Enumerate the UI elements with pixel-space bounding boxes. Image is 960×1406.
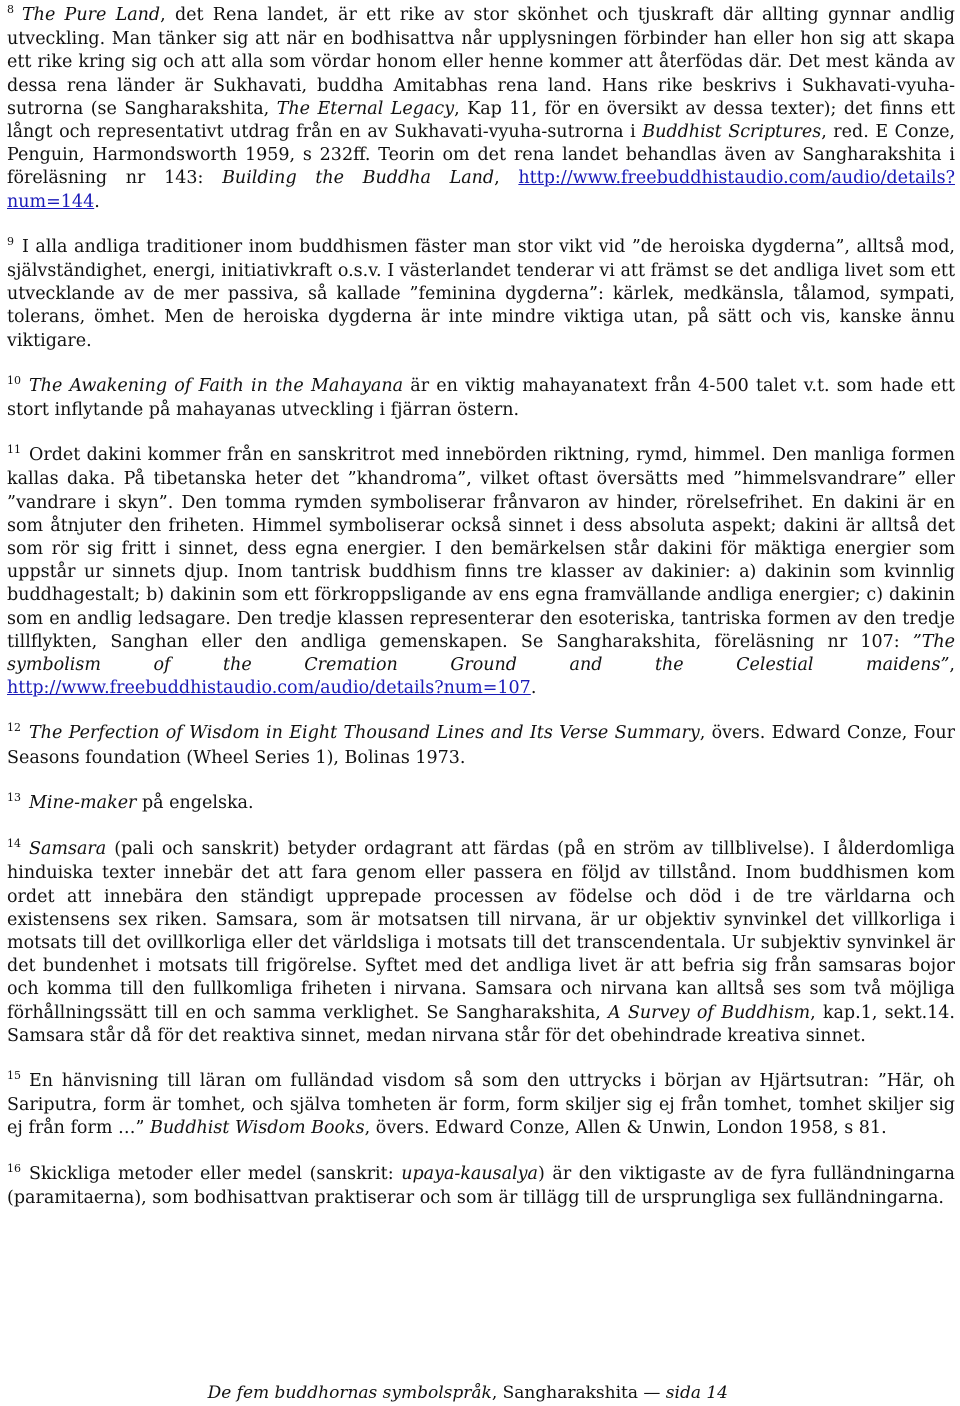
- footnote-text: I alla andliga traditioner inom buddhismen fäster man stor vikt vid ”de heroiska dygderna”, alltså mod, självständighet, energi, initiativkraft o.s.v. I västerlandet tenderar vi att främst se det andliga livet som ett utvecklande av de mer passiva, så kallade ”feminina dygderna”: kärlek, medkänsla, tålamod, sympati, tolerans, ömhet. Men de heroiska dygderna är inte mindre viktiga utan, på sätt och vis, kanske ännu viktigare.: [7, 236, 955, 351]
- footnote-title-text: Building the Buddha Land: [222, 168, 495, 189]
- footnote-text: Ordet dakini kommer från en sanskritrot med innebörden riktning, rymd, himmel. Den manliga formen kallas daka. På tibetanska heter det ”khandroma”, vilket oftast översätts med ”himmelsvandrare” eller ”vandrare i skyn”. Den tomma rymden symboliserar frånvaron av hinder, rörelsefrihet. En dakini är en som åtnjuter den friheten. Himmel symboliserar också sinnet i dess absoluta aspekt; dakini är alltså det som rör sig fritt i sinnet, dess egna energier. I den bemärkelsen står dakini för mäktiga energier som uppstår ur sinnets djup. Inom tantrisk buddhism finns tre klasser av dakinier: a) dakinin som kvinnlig buddhagestalt; b) dakinin som ett förkroppsligande av ens egna framvällande andliga energier; c) dakinin som en andlig ledsagare. Den tredje klassen representerar den esoteriska, tantriska formen av den tredje tillflykten, Sanghan eller den andliga gemenskapen. Se Sangharakshita, föreläsning nr 107:: [7, 445, 955, 652]
- footnote-10: [7, 375, 955, 422]
- footnote-number: 8: [7, 3, 14, 16]
- footnote-link[interactable]: http://www.freebuddhistaudio.com/audio/details?num=107: [7, 678, 531, 699]
- footnote-8: [7, 4, 955, 214]
- footnote-title-text: The Awakening of Faith in the Mahayana: [29, 375, 404, 396]
- footnote-title-text: The Pure Land: [22, 5, 161, 25]
- footnote-text: (pali och sanskrit) betyder ordagrant att färdas (på en ström av tillblivelse). I ålderdomliga hinduiska texter innebär det att fara genom eller passera en följd av tillstånd. Inom buddhismen kom ordet att innebära den ständigt upprepade processen av födelse och död i de tre världarna och existensens sex riken. Samsara, som är motsatsen till nirvana, är ur objektiv synvinkel det villkorliga i motsats till det ovillkorliga eller det världsliga i motsats till det transcendentala. Ur subjektiv synvinkel är det bundenhet i motsats till frigörelse. Syftet med det andliga livet är att befria sig från samsaras bojor och komma till den fullkomliga friheten i nirvana. Samsara och nirvana kan alltså ses som två möjliga förhållningssätt till en och samma verklighet. Se Sangharakshita,: [7, 839, 955, 1023]
- footnote-title-text: Buddhist Wisdom Books: [150, 1118, 365, 1139]
- footnote-text: En hänvisning till läran om fulländad visdom så som den uttrycks i början av Hjärtsutran: ”Här, oh Sariputra, form är tomhet, och själva tomheten är form, form skiljer sig ej från tomhet, tomhet skiljer sig ej från form …”: [7, 1070, 955, 1139]
- footnote-text: .: [94, 191, 100, 212]
- footnote-9: [7, 236, 955, 353]
- footnote-number: 9: [7, 234, 14, 248]
- footnote-text: , kap.1, sekt.14. Samsara står då för det reaktiva sinnet, medan nirvana står för det obehindrade kreativa sinnet.: [7, 1002, 955, 1046]
- footnote-15: [7, 1070, 955, 1141]
- footnote-title-text: Mine-maker: [29, 792, 137, 813]
- footnote-11: [7, 444, 955, 700]
- footnote-text: är en viktig mahayanatext från 4-500 talet v.t. som hade ett stort inflytande på mahayanas utveckling i fjärran östern.: [7, 375, 956, 421]
- footnote-title-text: ”The symbolism of the Cremation Ground and the Celestial maidens”: [7, 631, 955, 676]
- footnote-16: [7, 1163, 955, 1210]
- footnote-number: 12: [7, 721, 21, 735]
- footnote-text: , Kap 11, för en översikt av dessa texter); det finns ett långt och representativt utdrag från en av Sukhavati-vyuha-sutrorna i: [7, 98, 955, 143]
- footnote-title-text: The Eternal Legacy: [276, 98, 455, 119]
- footnote-number: 14: [7, 837, 21, 851]
- footnote-number: 13: [7, 790, 21, 804]
- footnote-text: , red. E Conze, Penguin, Harmondsworth 1959, s 232ff. Teorin om det rena landet behandlas även av Sangharakshita i föreläsning nr 143:: [7, 122, 955, 189]
- page-footer: [0, 1383, 960, 1403]
- footnote-text: ,: [949, 655, 955, 676]
- footnote-13: [7, 792, 955, 816]
- footnote-title-text: Samsara: [29, 839, 107, 860]
- footnote-link[interactable]: http://www.freebuddhistaudio.com/audio/details?num=144: [7, 168, 955, 212]
- footer-page-number: sida 14: [665, 1383, 728, 1403]
- footnote-number: 11: [7, 443, 21, 457]
- footnote-number: 15: [7, 1068, 21, 1082]
- footnote-text: ,: [494, 168, 519, 189]
- footnote-text: , övers. Edward Conze, Four Seasons foundation (Wheel Series 1), Bolinas 1973.: [7, 723, 956, 768]
- footer-title: De fem buddhornas symbolspråk: [207, 1383, 492, 1403]
- footnote-title-text: The Perfection of Wisdom in Eight Thousand Lines and Its Verse Summary: [29, 723, 700, 744]
- footnote-text: Skickliga metoder eller medel (sanskrit:: [29, 1163, 402, 1184]
- footnote-title-text: Buddhist Scriptures: [642, 122, 822, 143]
- footnote-title-text: A Survey of Buddhism: [608, 1002, 811, 1023]
- footnote-title-text: upaya-kausalya: [401, 1163, 538, 1184]
- footer-author: , Sangharakshita —: [491, 1383, 666, 1403]
- footnote-text: , det Rena landet, är ett rike av stor skönhet och tjuskraft där allting gynnar andlig utveckling. Man tänker sig att när en bodhisattva når upplysningen förbinder han eller hon sig att skapa ett rike kring sig och att alla som vördar honom eller henne kommer att återfödas där. Det mest kända av dessa rena länder är Sukhavati, buddha Amitabhas rena land. Hans rike beskrivs i Sukhavati-vyuha-sutrorna (se Sangharakshita,: [7, 5, 955, 119]
- footnote-text: .: [530, 678, 537, 699]
- footnotes-section: [7, 4, 955, 1232]
- footnote-14: [7, 838, 955, 1048]
- footnote-text: , övers. Edward Conze, Allen & Unwin, London 1958, s 81.: [364, 1118, 887, 1139]
- footnote-number: 16: [7, 1161, 21, 1175]
- footnote-text: ) är den viktigaste av de fyra fulländningarna (paramitaerna), som bodhisattvan praktiserar och som är tillägg till de ursprungliga sex fulländningarna.: [7, 1163, 955, 1208]
- footnote-text: på engelska.: [136, 792, 254, 813]
- footnote-12: [7, 722, 955, 769]
- footnote-number: 10: [7, 373, 21, 387]
